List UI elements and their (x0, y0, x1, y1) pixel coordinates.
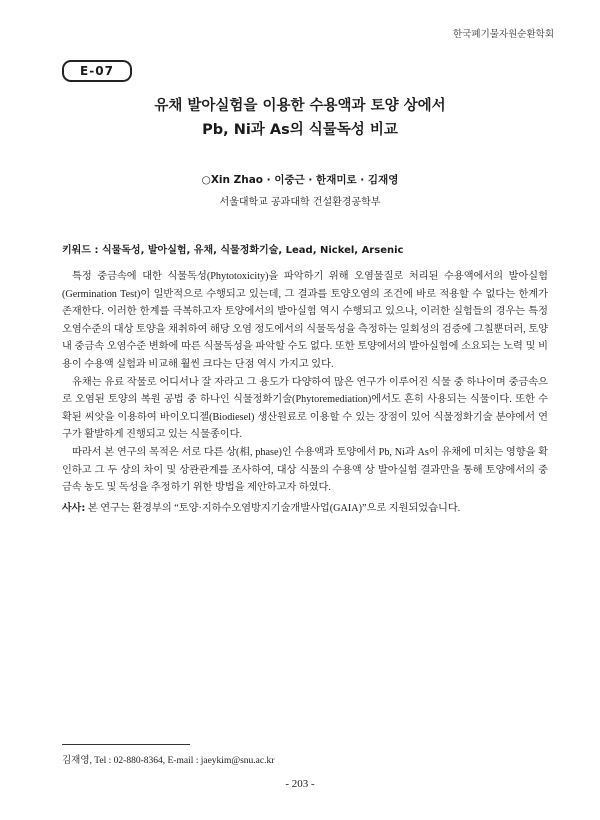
body-paragraph: 유채는 유료 작물로 어디서나 잘 자라고 그 용도가 다양하여 많은 연구가 이루어진 식물 중 하나이며 중금속으로 오염된 토양의 복원 공법 중 하나인 식물정화기술(Phytoremediation)에서도 흔히 사용되는 식물이다. 또한 수확된 씨앗을 이용하여 바이오디젤(Biodiesel) 생산원료로 이용할 수 있는 장점이 있어 식물정화기술 분야에서 연구가 활발하게 진행되고 있는 식물종이다. (62, 376, 548, 441)
footnote-divider (62, 744, 190, 745)
author-names: Xin Zhao · 이중근 · 한재미로 · 김재영 (210, 174, 399, 186)
paper-title (40, 94, 560, 142)
acknowledgment-label: 사사: (62, 503, 86, 514)
paper-code-badge: E-07 (62, 60, 132, 82)
affiliation: 서울대학교 공과대학 건설환경공학부 (219, 197, 381, 208)
corresponding-author-footnote: 김재영, Tel : 02-880-8364, E-mail : jaeykim@snu.ac.kr (62, 756, 275, 766)
keywords-terms: 식물독성, 발아실험, 유채, 식물정화기술, Lead, Nickel, Arsenic (101, 245, 404, 256)
keywords (62, 241, 552, 256)
page-number: - 203 - (285, 778, 315, 790)
acknowledgment (62, 499, 548, 514)
title-line-2: Pb, Ni과 As의 식물독성 비교 (202, 122, 398, 138)
author-list (0, 172, 600, 187)
title-line-1: 유채 발아실험을 이용한 수용액과 토양 상에서 (154, 98, 446, 114)
keywords-label: 키워드 : (62, 245, 102, 256)
acknowledgment-text: 본 연구는 환경부의 “토양·지하수오염방지기술개발사업(GAIA)”으로 지원되었습니다. (85, 503, 461, 514)
body-paragraph: 따라서 본 연구의 목적은 서로 다른 상(相, phase)인 수용액과 토양에서 Pb, Ni과 As이 유채에 미치는 영향을 확인하고 그 두 상의 차이 및 상관관계를 조사하여, 대상 식물의 수용액 상 발아실험 결과만을 통해 토양에서의 중금속 농도 및 독성을 추정하기 위한 방법을 제안하고자 하였다. (62, 446, 548, 494)
body-paragraph: 특정 중금속에 대한 식물독성(Phytotoxicity)을 파악하기 위해 오염물질로 처리된 수용액에서의 발아실험(Germination Test)이 일반적으로 수행되고 있는데, 그 결과를 토양오염의 조건에 바로 적용할 수 없다는 한계가 존재한다. 이러한 한계를 극복하고자 토양에서의 발아실험 역시 수행되고 있으나, 이러한 실험들의 경우는 특정 오염수준의 대상 토양을 채취하여 해당 오염 정도에서의 식물독성을 측정하는 일회성의 검증에 그칠뿐더러, 토양 내 중금속 오염수준 변화에 따른 식물독성을 파악할 수도 없다. 또한 토양에서의 발아실험에 소요되는 노력 및 비용이 수용액 실험과 비교해 훨씬 크다는 단점 역시 가지고 있다. (62, 271, 548, 370)
abstract-body (62, 268, 548, 497)
journal-organization: 한국폐기물자원순환학회 (453, 29, 554, 40)
presenter-marker: ○ (201, 174, 211, 186)
